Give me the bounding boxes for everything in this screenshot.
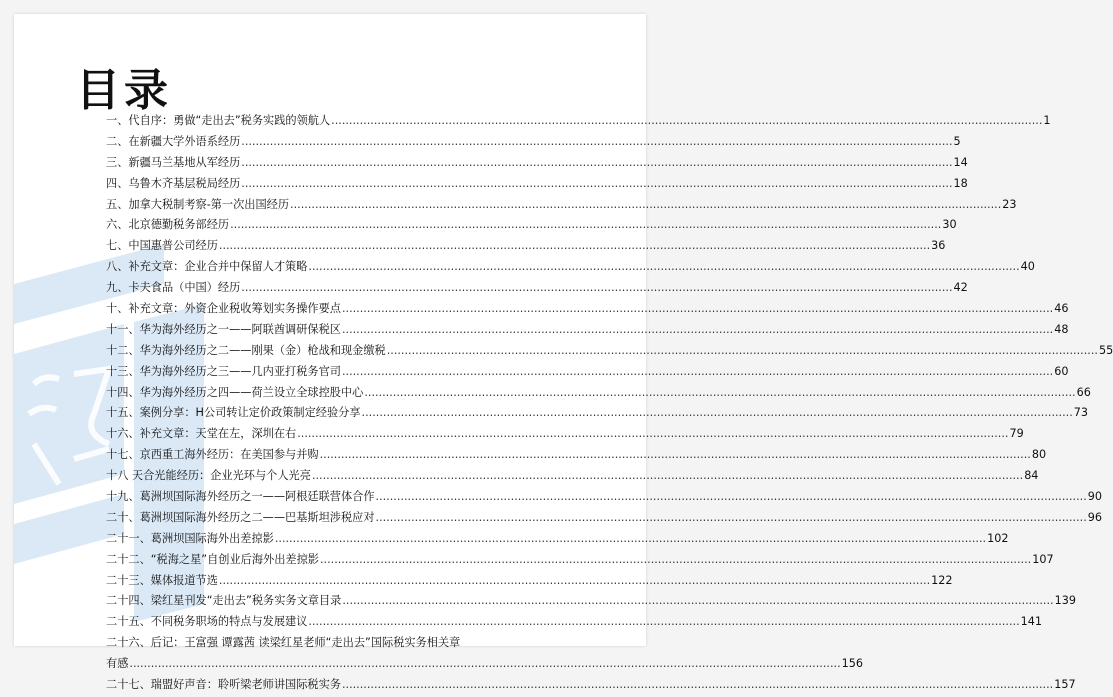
toc-leader-dots bbox=[364, 386, 1075, 399]
toc-entry-title: 八、补充文章：企业合并中保留人才策略 bbox=[106, 260, 308, 274]
toc-entry-page: 141 bbox=[1020, 615, 1042, 629]
toc-entry-title: 十七、京西重工海外经历：在美国参与并购 bbox=[106, 448, 319, 462]
toc-entry-title: 二十、葛洲坝国际海外经历之二——巴基斯坦涉税应对 bbox=[106, 510, 375, 524]
toc-entry[interactable] bbox=[106, 258, 1035, 279]
toc-entry-title: 二十五、不同税务职场的特点与发展建议 bbox=[106, 615, 308, 629]
toc-entry-title: 二十六、后记：王富强 谭露茜 读梁红星老师“走出去”国际税实务相关章 bbox=[106, 636, 461, 650]
toc-leader-dots bbox=[331, 114, 1042, 127]
toc-leader-dots bbox=[308, 260, 1019, 273]
toc-entry-page: 80 bbox=[1031, 448, 1047, 462]
toc-leader-dots bbox=[241, 281, 952, 294]
toc-entry[interactable] bbox=[106, 196, 1017, 217]
toc-leader-dots bbox=[219, 239, 930, 252]
toc-leader-dots bbox=[387, 344, 1098, 357]
toc-entry[interactable] bbox=[106, 112, 1051, 133]
toc-entry-page: 102 bbox=[987, 531, 1009, 545]
document-page bbox=[14, 14, 1113, 692]
toc-entry[interactable] bbox=[106, 321, 1069, 342]
toc-entry-title: 十九、葛洲坝国际海外经历之一——阿根廷联营体合作 bbox=[106, 490, 375, 504]
toc-entry-page: 46 bbox=[1054, 302, 1069, 316]
toc-entry[interactable] bbox=[106, 551, 1054, 572]
toc-entry-page: 139 bbox=[1054, 594, 1076, 608]
toc-entry-title: 六、北京德勤税务部经历 bbox=[106, 218, 230, 232]
toc-entry-title: 二十一、葛洲坝国际海外出差掠影 bbox=[106, 531, 274, 545]
toc-entry-page: 122 bbox=[931, 573, 953, 587]
toc-entry-title: 五、加拿大税制考察-第一次出国经历 bbox=[106, 197, 290, 211]
toc-entry[interactable] bbox=[106, 175, 968, 196]
toc-entry[interactable] bbox=[106, 404, 1089, 425]
toc-leader-dots bbox=[342, 365, 1053, 378]
toc-leader-dots bbox=[376, 490, 1087, 503]
toc-leader-dots bbox=[342, 594, 1053, 607]
toc-entry-title: 十六、补充文章：天堂在左，深圳在右 bbox=[106, 427, 297, 441]
toc-leader-dots bbox=[320, 553, 1031, 566]
toc-entry-title: 二十三、媒体报道节选 bbox=[106, 573, 218, 587]
toc-entry[interactable] bbox=[106, 279, 968, 300]
toc-entry[interactable] bbox=[106, 634, 634, 655]
toc-entry-page: 79 bbox=[1009, 427, 1024, 441]
toc-entry[interactable] bbox=[106, 425, 1024, 446]
toc-leader-dots bbox=[290, 198, 1001, 211]
toc-entry[interactable] bbox=[106, 613, 1042, 634]
toc-entry-page: 1 bbox=[1043, 114, 1051, 127]
toc-entry-page: 84 bbox=[1024, 469, 1039, 483]
toc-entry-title: 一、代自序：勇做“走出去”税务实践的领航人 bbox=[106, 114, 331, 127]
toc-entry[interactable] bbox=[106, 216, 957, 237]
toc-entry-title: 七、中国惠普公司经历 bbox=[106, 239, 218, 253]
toc-entry[interactable] bbox=[106, 446, 1047, 467]
toc-leader-dots bbox=[320, 448, 1031, 461]
toc-entry[interactable] bbox=[106, 488, 1103, 509]
toc-entry-title: 十一、华为海外经历之一——阿联酋调研保税区 bbox=[106, 322, 341, 336]
toc-leader-dots bbox=[241, 177, 952, 190]
toc-entry-page: 30 bbox=[942, 218, 957, 232]
toc-leader-dots bbox=[342, 302, 1053, 315]
toc-leader-dots bbox=[312, 469, 1023, 482]
toc-entry-page: 55 bbox=[1098, 343, 1113, 357]
toc-entry-title: 三、新疆马兰基地从军经历 bbox=[106, 155, 241, 169]
toc-entry-page: 48 bbox=[1054, 322, 1069, 336]
toc-entry-page: 96 bbox=[1087, 510, 1103, 524]
toc-entry-title: 十、补充文章：外资企业税收筹划实务操作要点 bbox=[106, 302, 341, 316]
toc-entry-page: 60 bbox=[1054, 364, 1069, 378]
toc-entry-title: 九、卡夫食品（中国）经历 bbox=[106, 281, 241, 295]
toc-entry-page: 90 bbox=[1087, 490, 1103, 504]
toc-entry[interactable] bbox=[106, 363, 1069, 384]
toc-entry-page: 156 bbox=[841, 657, 863, 671]
toc-entry[interactable] bbox=[106, 592, 1076, 613]
toc-entry-title: 四、乌鲁木齐基层税局经历 bbox=[106, 176, 241, 190]
toc-entry-page: 14 bbox=[953, 155, 968, 169]
toc-entry[interactable] bbox=[106, 572, 953, 593]
toc-entry-title: 十二、华为海外经历之二——刚果（金）枪战和现金缴税 bbox=[106, 343, 386, 357]
toc-entry-page: 66 bbox=[1076, 385, 1091, 399]
toc-leader-dots bbox=[342, 678, 1053, 691]
toc-entry[interactable] bbox=[106, 655, 863, 676]
toc-entry-title: 十五、案例分享：H公司转让定价政策制定经验分享 bbox=[106, 406, 361, 420]
toc-entry[interactable] bbox=[106, 300, 1069, 321]
toc-leader-dots bbox=[297, 427, 1008, 440]
toc-entry-page: 5 bbox=[953, 134, 961, 148]
toc-leader-dots bbox=[241, 135, 952, 148]
page-title: 目录 bbox=[76, 65, 172, 116]
toc-entry-page: 23 bbox=[1002, 197, 1017, 211]
toc-entry-title: 二十二、“税海之星”自创业后海外出差掠影 bbox=[106, 552, 319, 566]
toc-leader-dots bbox=[129, 657, 840, 670]
toc-leader-dots bbox=[308, 615, 1019, 628]
toc-entry-page: 36 bbox=[931, 239, 946, 253]
toc-entry[interactable] bbox=[106, 676, 1076, 697]
toc-entry-title: 二十四、梁红星刊发“走出去”税务实务文章目录 bbox=[106, 594, 342, 608]
toc-entry-title: 十八 天合光能经历：企业光环与个人光亮 bbox=[106, 469, 311, 483]
toc-entry-title: 十四、华为海外经历之四——荷兰设立全球控股中心 bbox=[106, 385, 364, 399]
toc-leader-dots bbox=[275, 532, 986, 545]
toc-leader-dots bbox=[342, 323, 1053, 336]
toc-entry-title: 二十七、瑞盟好声音：聆听梁老师讲国际税实务 bbox=[106, 678, 341, 692]
toc-leader-dots bbox=[230, 218, 941, 231]
toc-entry[interactable] bbox=[106, 133, 961, 154]
toc-entry[interactable] bbox=[106, 342, 1113, 363]
toc-entry[interactable] bbox=[106, 237, 946, 258]
toc-entry-page: 107 bbox=[1032, 552, 1054, 566]
toc-leader-dots bbox=[376, 511, 1087, 524]
toc-entry[interactable] bbox=[106, 530, 1009, 551]
toc-entry-page: 73 bbox=[1073, 406, 1089, 420]
toc-entry-title: 二、在新疆大学外语系经历 bbox=[106, 134, 241, 148]
toc-entry[interactable] bbox=[106, 467, 1039, 488]
toc-entry[interactable] bbox=[106, 154, 968, 175]
toc-leader-dots bbox=[241, 156, 952, 169]
toc-entry[interactable] bbox=[106, 384, 1091, 405]
toc-entry-page: 42 bbox=[953, 281, 968, 295]
toc-entry-title: 十三、华为海外经历之三——几内亚打税务官司 bbox=[106, 364, 341, 378]
toc-entry-page: 18 bbox=[953, 176, 968, 190]
table-of-contents bbox=[106, 112, 1113, 697]
toc-entry-title: 有感 bbox=[106, 657, 129, 671]
toc-entry-page: 157 bbox=[1054, 678, 1076, 692]
toc-entry-page: 40 bbox=[1020, 260, 1035, 274]
toc-leader-dots bbox=[362, 406, 1073, 419]
toc-entry[interactable] bbox=[106, 509, 1103, 530]
toc-leader-dots bbox=[219, 574, 930, 587]
